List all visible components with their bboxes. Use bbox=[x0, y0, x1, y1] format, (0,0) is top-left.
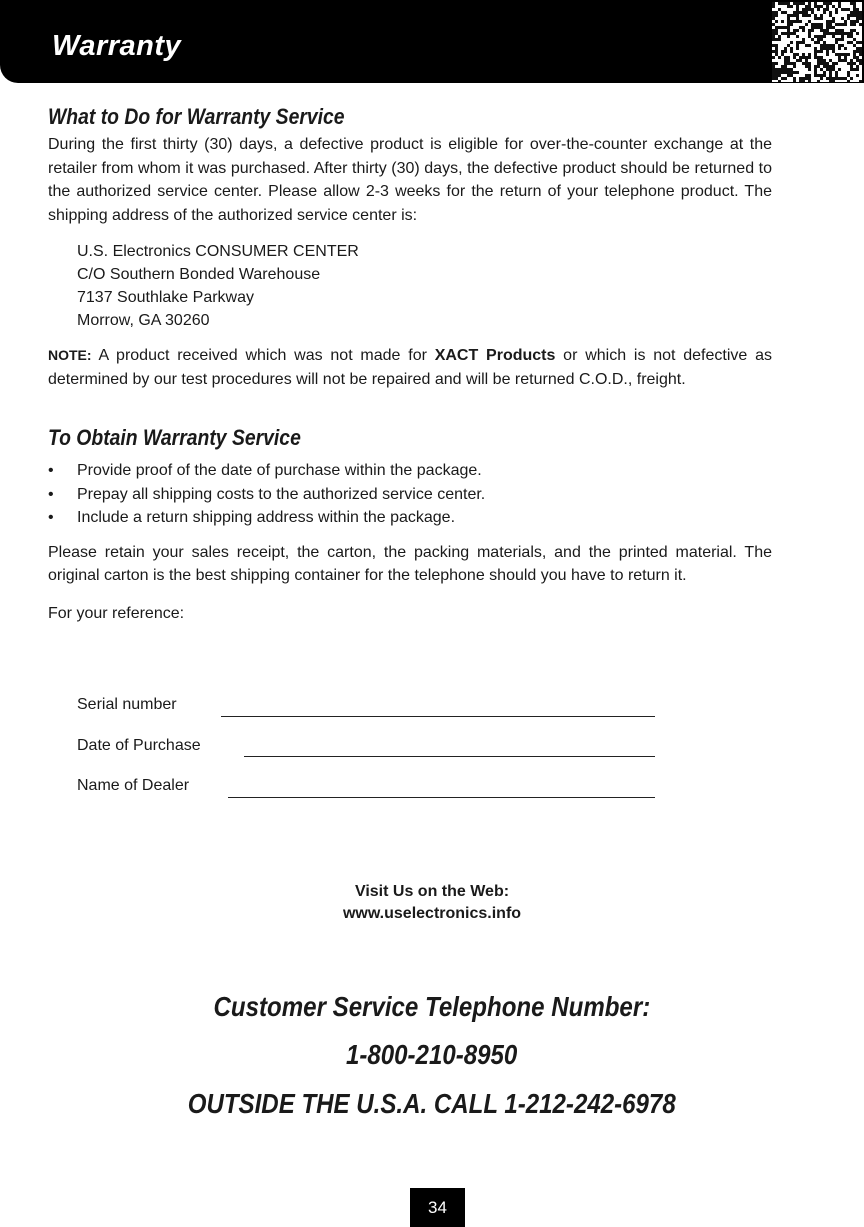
page-number: 34 bbox=[410, 1188, 465, 1227]
section-heading-obtain-service: To Obtain Warranty Service bbox=[48, 425, 301, 450]
main-content bbox=[48, 104, 772, 625]
international-phone bbox=[0, 1088, 864, 1120]
header-bar bbox=[0, 0, 864, 83]
qr-pattern-graphic bbox=[772, 2, 862, 82]
phone-number: 1-800-210-8950 bbox=[346, 1039, 518, 1070]
list-item bbox=[48, 459, 772, 483]
bullet-icon: • bbox=[48, 485, 54, 503]
service-center-address bbox=[77, 240, 772, 332]
customer-service-label-text: Customer Service Telephone Number: bbox=[213, 991, 651, 1022]
address-line: C/O Southern Bonded Warehouse bbox=[77, 266, 321, 283]
brand-name: XACT Products bbox=[434, 347, 556, 364]
dealer-name-field[interactable] bbox=[228, 797, 655, 798]
warranty-service-paragraph: During the first thirty (30) days, a defective product is eligible for over-the-counter exchange at the retailer from whom it was purchased. After thirty (30) days, the defective product should be returned to the authorized service center. Please allow 2-3 weeks for the return of your telephone product. The shipping address of the authorized service center is: bbox=[48, 136, 772, 224]
list-item bbox=[48, 506, 772, 530]
customer-service-label bbox=[0, 991, 864, 1023]
date-of-purchase-label: Date of Purchase bbox=[77, 737, 201, 754]
page-title: Warranty bbox=[52, 30, 182, 62]
note-text: or which is not defective as determined by our test procedures will not be repaired and will be returned C.O.D., freight. bbox=[48, 347, 772, 388]
bullet-icon: • bbox=[48, 462, 54, 479]
list-item-text: Include a return shipping address within the package. bbox=[77, 509, 456, 526]
reference-label: For your reference: bbox=[48, 604, 185, 622]
address-line: U.S. Electronics CONSUMER CENTER bbox=[77, 243, 359, 260]
list-item-text: Prepay all shipping costs to the authorized service center. bbox=[77, 485, 486, 503]
dealer-name-label: Name of Dealer bbox=[77, 777, 190, 794]
date-of-purchase-field[interactable] bbox=[244, 756, 655, 757]
section-heading-warranty-service: What to Do for Warranty Service bbox=[48, 104, 345, 129]
web-label: Visit Us on the Web: bbox=[354, 883, 510, 900]
serial-number-field[interactable] bbox=[221, 716, 655, 717]
retain-receipt-paragraph: Please retain your sales receipt, the carton, the packing materials, and the printed material. The original carton is the best shipping container for the telephone should you have to return it. bbox=[48, 543, 772, 584]
address-line: Morrow, GA 30260 bbox=[77, 312, 210, 329]
requirements-list bbox=[48, 459, 772, 530]
note-text: A product received which was not made for bbox=[91, 347, 435, 364]
international-phone-text: OUTSIDE THE U.S.A. CALL 1-212-242-6978 bbox=[188, 1088, 676, 1119]
bullet-icon: • bbox=[48, 509, 54, 526]
note-label: NOTE: bbox=[48, 347, 92, 363]
website-url[interactable]: www.uselectronics.info bbox=[342, 905, 522, 922]
list-item-text: Provide proof of the date of purchase within the package. bbox=[77, 462, 482, 479]
note-paragraph bbox=[48, 344, 772, 391]
list-item bbox=[48, 483, 772, 507]
address-line: 7137 Southlake Parkway bbox=[77, 289, 254, 306]
customer-service-phone bbox=[0, 1039, 864, 1071]
serial-number-label: Serial number bbox=[77, 696, 177, 713]
